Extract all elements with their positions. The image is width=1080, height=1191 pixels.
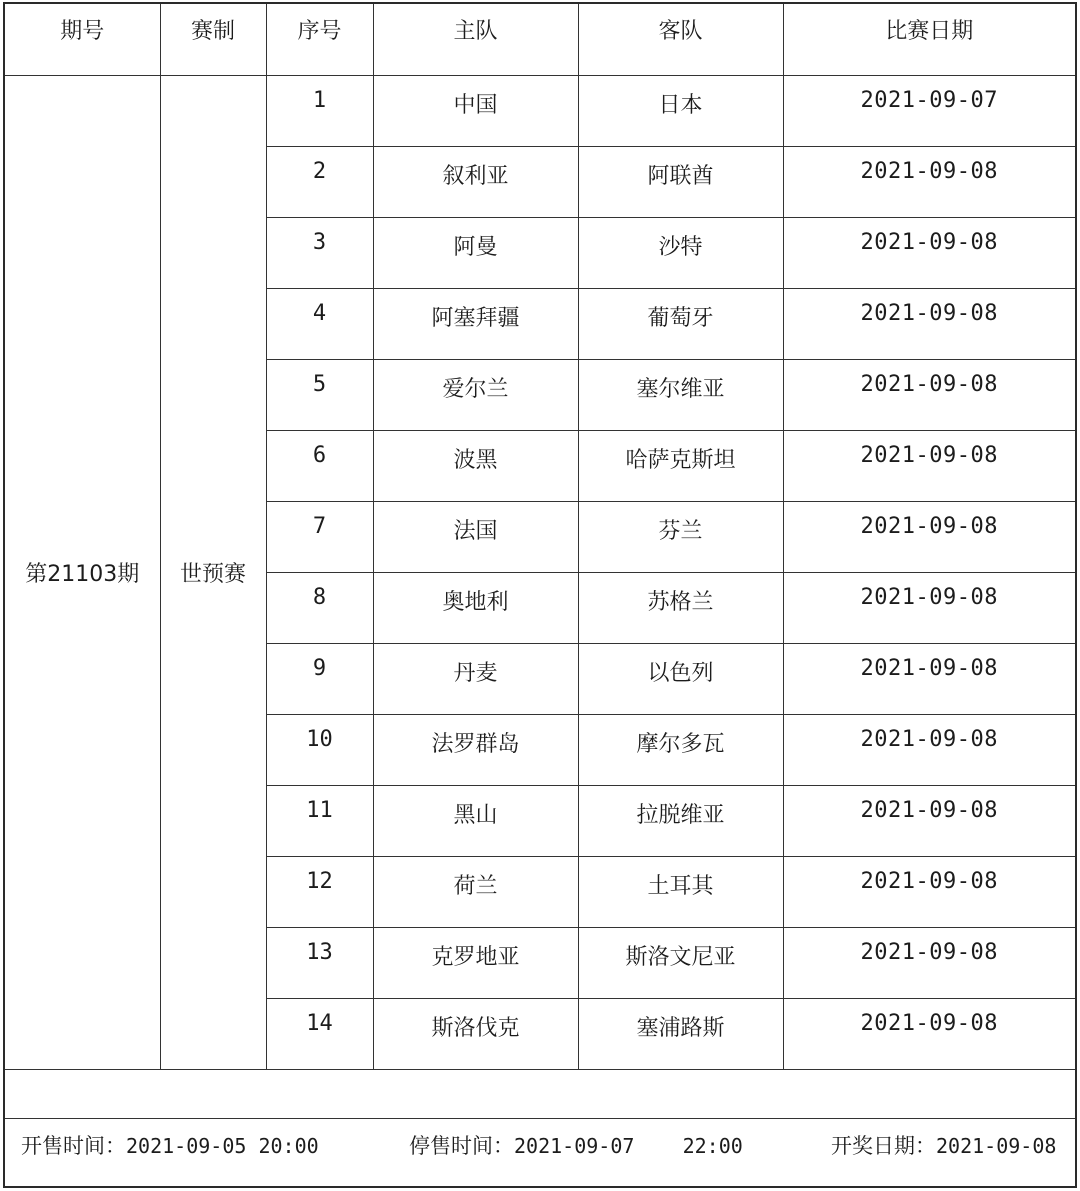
seq-cell: 1 (266, 75, 373, 146)
seq-cell: 10 (266, 714, 373, 785)
match-date-cell: 2021-09-08 (783, 430, 1075, 501)
away-team-cell: 土耳其 (578, 856, 783, 927)
match-date-cell: 2021-09-08 (783, 998, 1075, 1069)
match-date-cell: 2021-09-08 (783, 785, 1075, 856)
match-date-cell: 2021-09-07 (783, 75, 1075, 146)
away-team-cell: 摩尔多瓦 (578, 714, 783, 785)
away-team-cell: 阿联酋 (578, 146, 783, 217)
match-schedule-table (5, 4, 1075, 1070)
home-team-cell: 阿曼 (373, 217, 578, 288)
header-match-date: 比赛日期 (783, 4, 1075, 75)
header-away-team: 客队 (578, 4, 783, 75)
match-date-cell: 2021-09-08 (783, 359, 1075, 430)
home-team-cell: 中国 (373, 75, 578, 146)
away-team-cell: 哈萨克斯坦 (578, 430, 783, 501)
sale-info-footer (5, 1119, 1075, 1186)
match-date-cell: 2021-09-08 (783, 643, 1075, 714)
header-format: 赛制 (160, 4, 266, 75)
header-issue: 期号 (5, 4, 160, 75)
away-team-cell: 葡萄牙 (578, 288, 783, 359)
seq-cell: 7 (266, 501, 373, 572)
away-team-cell: 斯洛文尼亚 (578, 927, 783, 998)
away-team-cell: 拉脱维亚 (578, 785, 783, 856)
match-date-cell: 2021-09-08 (783, 217, 1075, 288)
away-team-cell: 以色列 (578, 643, 783, 714)
seq-cell: 2 (266, 146, 373, 217)
seq-cell: 13 (266, 927, 373, 998)
home-team-cell: 叙利亚 (373, 146, 578, 217)
seq-cell: 4 (266, 288, 373, 359)
empty-spacer-row (5, 1069, 1075, 1119)
seq-cell: 5 (266, 359, 373, 430)
home-team-cell: 法罗群岛 (373, 714, 578, 785)
match-date-cell: 2021-09-08 (783, 714, 1075, 785)
away-team-cell: 塞浦路斯 (578, 998, 783, 1069)
seq-cell: 11 (266, 785, 373, 856)
home-team-cell: 阿塞拜疆 (373, 288, 578, 359)
format-cell: 世预赛 (160, 75, 266, 1069)
draw-date-info (831, 1130, 1056, 1160)
sale-stop-info (409, 1130, 743, 1160)
match-date-cell: 2021-09-08 (783, 288, 1075, 359)
seq-cell: 8 (266, 572, 373, 643)
sale-start-info (21, 1130, 319, 1160)
match-date-cell: 2021-09-08 (783, 856, 1075, 927)
seq-cell: 3 (266, 217, 373, 288)
away-team-cell: 芬兰 (578, 501, 783, 572)
schedule-sheet (3, 2, 1077, 1188)
home-team-cell: 克罗地亚 (373, 927, 578, 998)
table-row (5, 75, 1075, 146)
seq-cell: 14 (266, 998, 373, 1069)
sale-stop-value: 2021-09-07 22:00 (514, 1134, 743, 1158)
away-team-cell: 苏格兰 (578, 572, 783, 643)
match-date-cell: 2021-09-08 (783, 572, 1075, 643)
seq-cell: 9 (266, 643, 373, 714)
away-team-cell: 塞尔维亚 (578, 359, 783, 430)
home-team-cell: 丹麦 (373, 643, 578, 714)
sale-stop-label: 停售时间： (409, 1134, 514, 1158)
draw-date-label: 开奖日期： (831, 1134, 936, 1158)
sale-start-value: 2021-09-05 20:00 (126, 1134, 319, 1158)
seq-cell: 6 (266, 430, 373, 501)
sale-start-label: 开售时间： (21, 1134, 126, 1158)
header-seq: 序号 (266, 4, 373, 75)
header-home-team: 主队 (373, 4, 578, 75)
away-team-cell: 沙特 (578, 217, 783, 288)
home-team-cell: 爱尔兰 (373, 359, 578, 430)
home-team-cell: 斯洛伐克 (373, 998, 578, 1069)
match-date-cell: 2021-09-08 (783, 146, 1075, 217)
home-team-cell: 法国 (373, 501, 578, 572)
home-team-cell: 奥地利 (373, 572, 578, 643)
seq-cell: 12 (266, 856, 373, 927)
draw-date-value: 2021-09-08 (936, 1134, 1057, 1158)
home-team-cell: 波黑 (373, 430, 578, 501)
home-team-cell: 黑山 (373, 785, 578, 856)
match-date-cell: 2021-09-08 (783, 501, 1075, 572)
home-team-cell: 荷兰 (373, 856, 578, 927)
away-team-cell: 日本 (578, 75, 783, 146)
match-date-cell: 2021-09-08 (783, 927, 1075, 998)
header-row (5, 4, 1075, 75)
issue-number-cell: 第21103期 (5, 75, 160, 1069)
